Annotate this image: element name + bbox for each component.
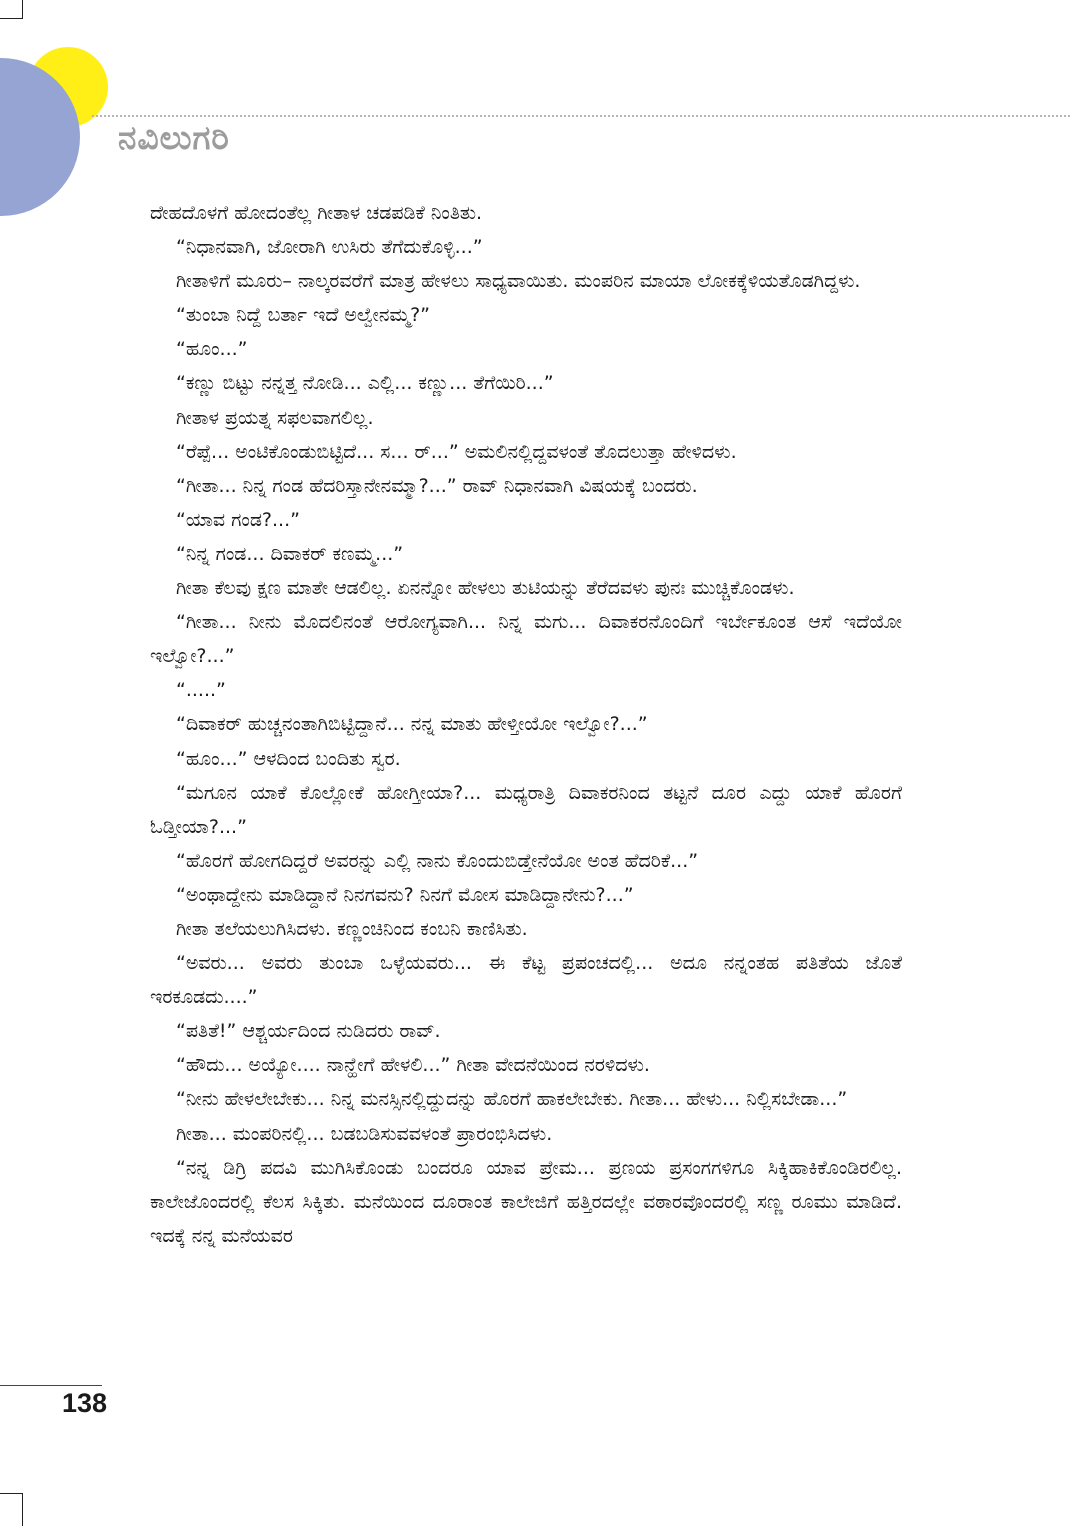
paragraph: “ನಿನ್ನ ಗಂಡ... ದಿವಾಕರ್ ಕಣಮ್ಮ...” bbox=[176, 542, 404, 565]
page-number: 138 bbox=[62, 1388, 108, 1418]
footer-rule bbox=[0, 1385, 102, 1386]
paragraph: “ಪತಿತೆ!” ಆಶ್ಚರ್ಯದಿಂದ ನುಡಿದರು ರಾವ್. bbox=[176, 1020, 441, 1043]
paragraph: “ಹೂಂ...” bbox=[176, 338, 248, 361]
paragraph: ದೇಹದೊಳಗೆ ಹೋದಂತೆಲ್ಲ ಗೀತಾಳ ಚಡಪಡಿಕೆ ನಿಂತಿತು. bbox=[150, 202, 483, 224]
paragraph: ಗೀತಾಳಿಗೆ ಮೂರು– ನಾಲ್ಕರವರೆಗೆ ಮಾತ್ರ ಹೇಳಲು ಸಾಧ್ಯವಾಯಿತು. ಮಂಪರಿನ ಮಾಯಾ ಲೋಕಕ್ಕೆಳಿಯತೊಡಗಿದ್ದಳು. bbox=[176, 270, 861, 293]
crop-mark-bottom bbox=[0, 1493, 23, 1526]
paragraph: ಗೀತಾಳ ಪ್ರಯತ್ನ ಸಫಲವಾಗಲಿಲ್ಲ. bbox=[176, 406, 374, 429]
paragraph: “ನಿಧಾನವಾಗಿ, ಜೋರಾಗಿ ಉಸಿರು ತೆಗೆದುಕೊಳ್ಳಿ...” bbox=[176, 236, 483, 259]
paragraph: “ನನ್ನ ಡಿಗ್ರಿ ಪದವಿ ಮುಗಿಸಿಕೊಂಡು ಬಂದರೂ ಯಾವ ಪ್ರೇಮ... ಪ್ರಣಯ ಪ್ರಸಂಗಗಳಿಗೂ ಸಿಕ್ಕಿಹಾಕಿಕೊಂಡಿರಲಿಲ್ಲ. ಕಾಲೇಜೊಂದರಲ್ಲಿ ಕೆಲಸ ಸಿಕ್ಕಿತು. ಮನೆಯಿಂದ ದೂರಾಂತ ಕಾಲೇಜಿಗೆ ಹತ್ತಿರದಲ್ಲೇ ವಠಾರವೊಂದರಲ್ಲಿ ಸಣ್ಣ ರೂಮು ಮಾಡಿದೆ. ಇದಕ್ಕೆ ನನ್ನ ಮನೆಯವರ bbox=[150, 1156, 902, 1247]
paragraph: “ಕಣ್ಣು ಬಿಟ್ಟು ನನ್ನತ್ತ ನೋಡಿ... ಎಲ್ಲಿ... ಕಣ್ಣು... ತೆಗೆಯಿರಿ...” bbox=[176, 372, 554, 395]
paragraph: “ತುಂಬಾ ನಿದ್ದೆ ಬರ್ತಾ ಇದೆ ಅಲ್ವೇನಮ್ಮ?” bbox=[176, 304, 431, 327]
paragraph: “ಯಾವ ಗಂಡ?...” bbox=[176, 508, 300, 531]
paragraph: “ಅವರು... ಅವರು ತುಂಬಾ ಒಳ್ಳೆಯವರು... ಈ ಕೆಟ್ಟ ಪ್ರಪಂಚದಲ್ಲಿ... ಅದೂ ನನ್ನಂತಹ ಪತಿತೆಯ ಜೊತೆ ಇರಕೂಡದು....” bbox=[150, 952, 902, 1009]
paragraph: ಗೀತಾ ತಲೆಯಲುಗಿಸಿದಳು. ಕಣ್ಣಂಚಿನಿಂದ ಕಂಬನಿ ಕಾಣಿಸಿತು. bbox=[176, 917, 528, 940]
paragraph: “ನೀನು ಹೇಳಲೇಬೇಕು... ನಿನ್ನ ಮನಸ್ಸಿನಲ್ಲಿದ್ದುದನ್ನು ಹೊರಗೆ ಹಾಕಲೇಬೇಕು. ಗೀತಾ... ಹೇಳು... ನಿಲ್ಲಿಸಬೇಡಾ...” bbox=[176, 1088, 848, 1111]
paragraph: “.....” bbox=[176, 679, 226, 702]
paragraph: “ಹೂಂ...” ಆಳದಿಂದ ಬಂದಿತು ಸ್ವರ. bbox=[176, 747, 401, 770]
body-text bbox=[150, 196, 902, 1253]
paragraph: “ರೆಪ್ಪೆ... ಅಂಟಿಕೊಂಡುಬಿಟ್ಟಿದೆ... ಸ... ರ್...” ಅಮಲಿನಲ್ಲಿದ್ದವಳಂತೆ ತೊದಲುತ್ತಾ ಹೇಳಿದಳು. bbox=[176, 440, 737, 463]
paragraph: “ಮಗೂನ ಯಾಕೆ ಕೊಲ್ಲೋಕೆ ಹೋಗ್ತೀಯಾ?... ಮಧ್ಯರಾತ್ರಿ ದಿವಾಕರನಿಂದ ತಟ್ಟನೆ ದೂರ ಎದ್ದು ಯಾಕೆ ಹೊರಗೆ ಓಡ್ತೀಯಾ?...” bbox=[150, 781, 902, 838]
paragraph: “ಗೀತಾ... ನೀನು ಮೊದಲಿನಂತೆ ಆರೋಗ್ಯವಾಗಿ... ನಿನ್ನ ಮಗು... ದಿವಾಕರನೊಂದಿಗೆ ಇರ್ಬೇಕೂಂತ ಆಸೆ ಇದೆಯೋ ಇಲ್ವೋ?...” bbox=[150, 611, 902, 668]
paragraph: “ಹೌದು... ಅಯ್ಯೋ.... ನಾನ್ಹೇಗೆ ಹೇಳಲಿ...” ಗೀತಾ ವೇದನೆಯಿಂದ ನರಳಿದಳು. bbox=[176, 1054, 650, 1077]
paragraph: “ಹೊರಗೆ ಹೋಗದಿದ್ದರೆ ಅವರನ್ನು ಎಲ್ಲಿ ನಾನು ಕೊಂದುಬಿಡ್ತೇನೆಯೋ ಅಂತ ಹೆದರಿಕೆ...” bbox=[176, 849, 699, 872]
running-title: ನವಿಲುಗರಿ bbox=[118, 118, 230, 157]
paragraph: “ದಿವಾಕರ್ ಹುಚ್ಚನಂತಾಗಿಬಿಟ್ಟಿದ್ದಾನೆ... ನನ್ನ ಮಾತು ಹೇಳ್ತೀಯೋ ಇಲ್ವೋ?...” bbox=[176, 713, 648, 736]
paragraph: “ಗೀತಾ... ನಿನ್ನ ಗಂಡ ಹೆದರಿಸ್ತಾನೇನಮ್ಮಾ?...” ರಾವ್ ನಿಧಾನವಾಗಿ ವಿಷಯಕ್ಕೆ ಬಂದರು. bbox=[176, 474, 698, 497]
crop-mark-top bbox=[0, 0, 23, 19]
paragraph: “ಅಂಥಾದ್ದೇನು ಮಾಡಿದ್ದಾನೆ ನಿನಗವನು? ನಿನಗೆ ಮೋಸ ಮಾಡಿದ್ದಾನೇನು?...” bbox=[176, 883, 634, 906]
paragraph: ಗೀತಾ... ಮಂಪರಿನಲ್ಲಿ... ಬಡಬಡಿಸುವವಳಂತೆ ಪ್ರಾರಂಭಿಸಿದಳು. bbox=[176, 1122, 553, 1145]
paragraph: ಗೀತಾ ಕೆಲವು ಕ್ಷಣ ಮಾತೇ ಆಡಲಿಲ್ಲ. ಏನನ್ನೋ ಹೇಳಲು ತುಟಿಯನ್ನು ತೆರೆದವಳು ಪುನಃ ಮುಚ್ಚಿಕೊಂಡಳು. bbox=[176, 577, 795, 600]
header-dotted-rule bbox=[92, 115, 1070, 117]
